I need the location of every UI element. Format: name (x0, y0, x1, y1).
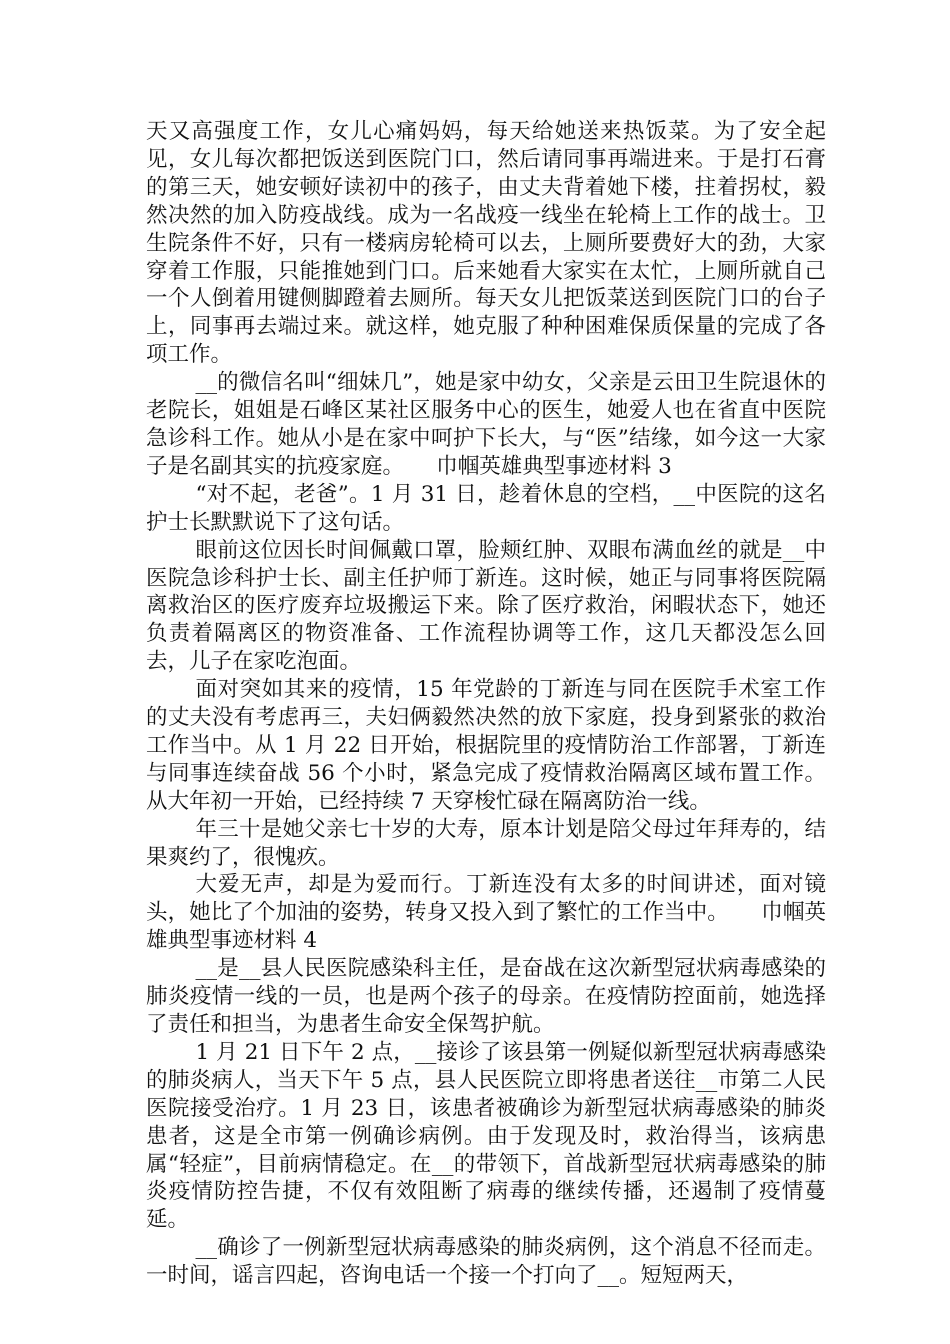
paragraph-8: __是__县人民医院感染科主任，是奋战在这次新型冠状病毒感染的肺炎疫情一线的一员，也是两个孩子的母亲。在疫情防控面前，她选择了责任和担当，为患者生命安全保驾护航。 (146, 956, 826, 1037)
paragraph-4: 眼前这位因长时间佩戴口罩，脸颊红肿、双眼布满血丝的就是__中医院急诊科护士长、副主任护师丁新连。这时候，她正与同事将医院隔离救治区的医疗废弃垃圾搬运下来。除了医疗救治，闲暇状态下，她还负责着隔离区的物资准备、工作流程协调等工作，这几天都没怎么回去，儿子在家吃泡面。 (146, 537, 826, 675)
paragraph-5: 面对突如其来的疫情，15 年党龄的丁新连与同在医院手术室工作的丈夫没有考虑再三，夫妇俩毅然决然的放下家庭，投身到紧张的救治工作当中。从 1 月 22 日开始，根据院里的疫情防治工作部署，丁新连与同事连续奋战 56 个小时，紧急完成了疫情救治隔离区域布置工作。从大年初一开始，已经持续 7 天穿梭忙碌在隔离防治一线。 (146, 677, 826, 814)
paragraph-9: 1 月 21 日下午 2 点，__接诊了该县第一例疑似新型冠状病毒感染的肺炎病人，当天下午 5 点，县人民医院立即将患者送往__市第二人民医院接受治疗。1 月 23 日，该患者被确诊为新型冠状病毒感染的肺炎患者，这是全市第一例确诊病例。由于发现及时，救治得当，该病患属“轻症”，目前病情稳定。在__的带领下，首战新型冠状病毒感染的肺炎疫情防控告捷，不仅有效阻断了病毒的继续传播，还遏制了疫情蔓延。 (146, 1039, 826, 1233)
document-body (146, 118, 826, 1290)
paragraph-1: 天又高强度工作，女儿心痛妈妈，每天给她送来热饭菜。为了安全起见，女儿每次都把饭送到医院门口，然后请同事再端进来。于是打石膏的第三天，她安顿好读初中的孩子，由丈夫背着她下楼，拄着拐杖，毅然决然的加入防疫战线。成为一名战疫一线坐在轮椅上工作的战士。卫生院条件不好，只有一楼病房轮椅可以去，上厕所要费好大的劲，大家穿着工作服，只能推她到门口。后来她看大家实在太忙，上厕所就自己一个人倒着用键侧脚蹬着去厕所。每天女儿把饭菜送到医院门口的台子上，同事再去端过来。就这样，她克服了种种困难保质保量的完成了各项工作。 (146, 119, 826, 368)
paragraph-2: __的微信名叫“细妹几”，她是家中幼女，父亲是云田卫生院退休的老院长，姐姐是石峰区某社区服务中心的医生，她爱人也在省直中医院急诊科工作。她从小是在家中呵护下长大，与“医”结缘，如今这一大家子是名副其实的抗疫家庭。 巾帼英雄典型事迹材料 3 (146, 370, 826, 479)
paragraph-7: 大爱无声，却是为爱而行。丁新连没有太多的时间讲述，面对镜头，她比了个加油的姿势，转身又投入到了繁忙的工作当中。 巾帼英雄典型事迹材料 4 (146, 872, 826, 954)
paragraph-6: 年三十是她父亲七十岁的大寿，原本计划是陪父母过年拜寿的，结果爽约了，很愧疚。 (146, 816, 826, 870)
paragraph-10: __确诊了一例新型冠状病毒感染的肺炎病例，这个消息不径而走。一时间，谣言四起，咨询电话一个接一个打向了__。短短两天， (146, 1235, 826, 1289)
paragraph-3: “对不起，老爸”。1 月 31 日，趁着休息的空档，__中医院的这名护士长默默说下了这句话。 (146, 481, 826, 535)
